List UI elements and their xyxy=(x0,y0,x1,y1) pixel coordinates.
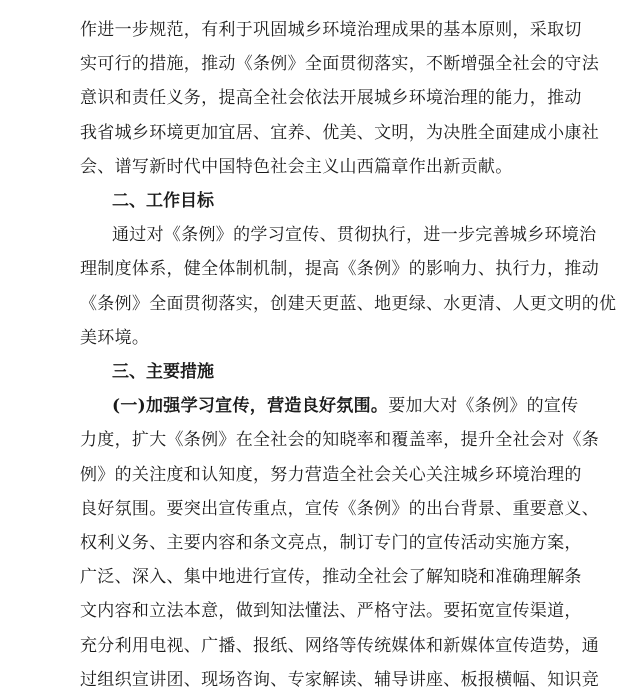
body-text-line: 会、谱写新时代中国特色社会主义山西篇章作出新贡献。 xyxy=(80,156,513,177)
body-text-line: 例》的关注度和认知度，努力营造全社会关心关注城乡环境治理的 xyxy=(80,464,582,485)
body-text-line: 广泛、深入、集中地进行宣传，推动全社会了解知晓和准确理解条 xyxy=(80,567,582,588)
subsection-heading: (一)加强学习宣传，营造良好氛围。 xyxy=(112,396,389,417)
body-text-line: 过组织宣讲团、现场咨询、专家解读、辅导讲座、板报横幅、知识竞 xyxy=(80,669,599,689)
body-text-line: 通过对《条例》的学习宣传、贯彻执行，进一步完善城乡环境治 xyxy=(112,225,597,246)
body-text-line: 《条例》全面贯彻落实，创建天更蓝、地更绿、水更清、人更文明的优 xyxy=(80,293,617,314)
body-text-line: 力度，扩大《条例》在全社会的知晓率和覆盖率，提升全社会对《条 xyxy=(80,430,599,451)
body-text-line: 美环境。 xyxy=(80,327,150,348)
body-text-line: 理制度体系，健全体制机制，提高《条例》的影响力、执行力，推动 xyxy=(80,259,599,280)
body-text-line: 实可行的措施，推动《条例》全面贯彻落实，不断增强全社会的守法 xyxy=(80,54,599,75)
body-text-span: 要加大对《条例》的宣传 xyxy=(388,396,579,417)
body-text-line: 作进一步规范，有利于巩固城乡环境治理成果的基本原则，采取切 xyxy=(80,20,582,40)
body-text-line: 我省城乡环境更加宜居、宜养、优美、文明，为决胜全面建成小康社 xyxy=(80,122,599,143)
body-text-line: 充分利用电视、广播、报纸、网络等传统媒体和新媒体宣传造势，通 xyxy=(80,635,599,656)
section-heading: 二、工作目标 xyxy=(112,191,214,211)
body-text-line: 权利义务、主要内容和条文亮点，制订专门的宣传活动实施方案， xyxy=(80,533,582,553)
body-text-line: 良好氛围。要突出宣传重点，宣传《条例》的出台背景、重要意义、 xyxy=(80,498,599,519)
section-heading: 三、主要措施 xyxy=(112,362,214,382)
subsection-line xyxy=(112,396,579,416)
body-text-line: 文内容和立法本意，做到知法懂法、严格守法。要拓宽宣传渠道， xyxy=(80,601,582,622)
body-text-line: 意识和责任义务，提高全社会依法开展城乡环境治理的能力，推动 xyxy=(80,88,582,109)
